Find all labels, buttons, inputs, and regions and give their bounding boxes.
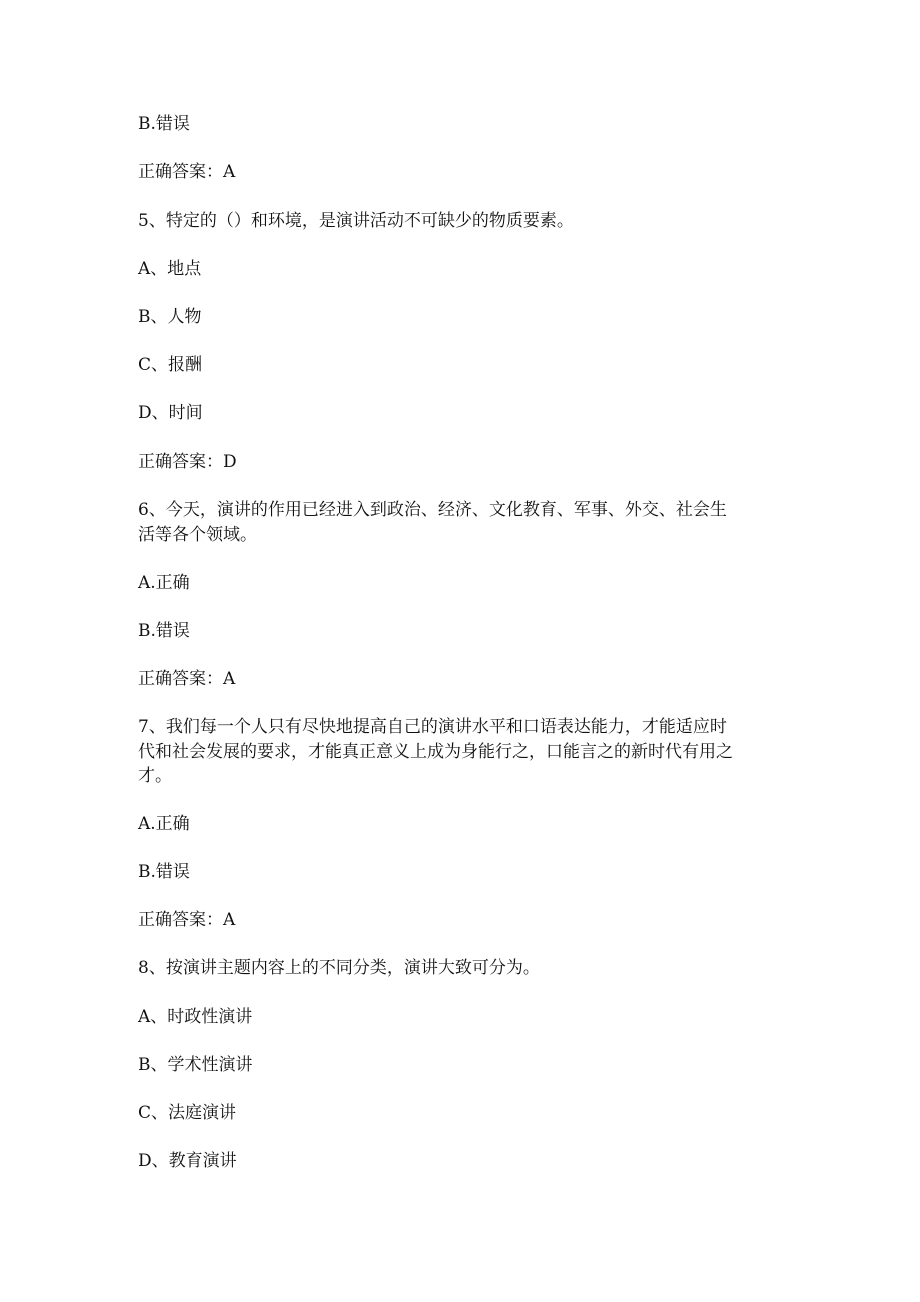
answer-q4: 正确答案：A xyxy=(138,162,236,182)
question-6-line1: 6、今天，演讲的作用已经进入到政治、经济、文化教育、军事、外交、社会生 xyxy=(138,500,727,520)
answer-q7: 正确答案：A xyxy=(138,910,236,930)
option-a-q5: A、地点 xyxy=(138,259,202,279)
question-7-line3: 才。 xyxy=(138,766,172,786)
option-b-q5: B、人物 xyxy=(138,307,202,327)
option-b-q4: B.错误 xyxy=(138,114,190,134)
option-a-q7: A.正确 xyxy=(138,814,190,834)
question-5: 5、特定的（）和环境，是演讲活动不可缺少的物质要素。 xyxy=(138,211,574,231)
option-b-q7: B.错误 xyxy=(138,862,190,882)
question-6-line2: 活等各个领域。 xyxy=(138,525,257,545)
option-a-q8: A、时政性演讲 xyxy=(138,1007,253,1027)
option-c-q8: C、法庭演讲 xyxy=(138,1103,237,1123)
question-7-line1: 7、我们每一个人只有尽快地提高自己的演讲水平和口语表达能力，才能适应时 xyxy=(138,717,727,737)
question-7-line2: 代和社会发展的要求，才能真正意义上成为身能行之，口能言之的新时代有用之 xyxy=(138,742,733,762)
answer-q6: 正确答案：A xyxy=(138,669,236,689)
option-a-q6: A.正确 xyxy=(138,573,190,593)
option-b-q8: B、学术性演讲 xyxy=(138,1055,253,1075)
answer-q5: 正确答案：D xyxy=(138,452,237,472)
option-b-q6: B.错误 xyxy=(138,621,190,641)
option-d-q8: D、教育演讲 xyxy=(138,1151,237,1171)
question-8: 8、按演讲主题内容上的不同分类，演讲大致可分为。 xyxy=(138,958,540,978)
option-d-q5: D、时间 xyxy=(138,403,203,423)
option-c-q5: C、报酬 xyxy=(138,355,203,375)
